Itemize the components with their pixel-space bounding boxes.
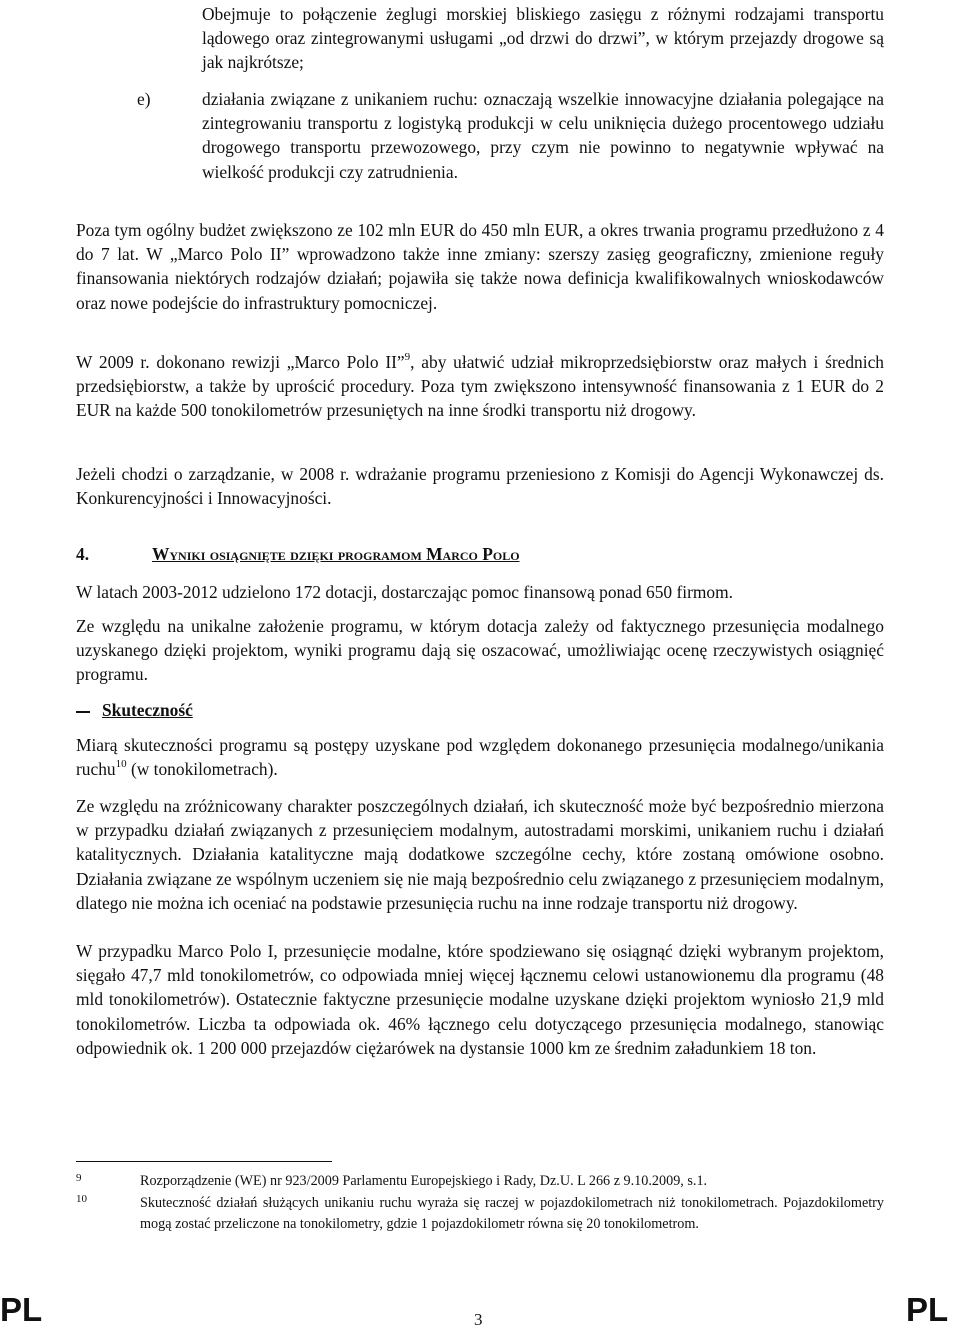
footnote-number-10: 10	[76, 1193, 87, 1205]
list-item-e: działania związane z unikaniem ruchu: oznaczają wszelkie innowacyjne działania polegające na zintegrowaniu transportu z logistyką produkcji w celu uniknięcia dużego procentowego udziału drogowego transportu przewozowego, przy czym nie powinno to negatywnie wpływać na wielkość produkcji czy zatrudnienia.	[202, 89, 884, 182]
section-title: Wyniki osiągnięte dzięki programom Marco Polo	[152, 544, 520, 564]
footnote-9: Rozporządzenie (WE) nr 923/2009 Parlamentu Europejskiego i Rady, Dz.U. L 266 z 9.10.2009, s.1.	[140, 1173, 708, 1189]
paragraph-program-nature: Ze względu na unikalne założenie programu, w którym dotacja zależy od faktycznego przesunięcia modalnego uzyskanego dzięki projektom, wyniki programu dają się oszacować, umożliwiając ocenę rzeczywistych osiągnięć programu.	[76, 616, 884, 685]
footer-language-left: PL	[0, 1291, 43, 1328]
footnote-ref-10[interactable]: 10	[115, 758, 127, 771]
paragraph-marco-polo-1: W przypadku Marco Polo I, przesunięcie modalne, które spodziewano się osiągnąć dzięki wybranym projektom, sięgało 47,7 mld tonokilometrów, co odpowiada mniej więcej łącznemu celowi ustanowionemu dla programu (48 mld tonokilometrów). Ostatecznie faktyczne przesunięcie modalne uzyskane dzięki projektom wyniosło 21,9 mld tonokilometrów. Liczba ta odpowiada ok. 46% łącznego celu dotyczącego przesunięcia modalnego, stanowiąc odpowiednik ok. 1 200 000 przejazdów ciężarówek na dystansie 1000 km ze średnim załadunkiem 18 ton.	[76, 941, 884, 1058]
paragraph-management: Jeżeli chodzi o zarządzanie, w 2008 r. wdrażanie programu przeniesiono z Komisji do Agencji Wykonawczej ds. Konkurencyjności i Innowacyjności.	[76, 464, 884, 509]
footnote-ref-9[interactable]: 9	[404, 351, 411, 364]
paragraph-measure: Miarą skuteczności programu są postępy uzyskane pod względem dokonanego przesunięcia modalnego/unikania ruchu$^{10}$ (w tonokilometrach).	[76, 735, 884, 780]
list-item-continuation: Obejmuje to połączenie żeglugi morskiej bliskiego zasięgu z różnymi rodzajami transportu lądowego oraz zintegrowanymi usługami „od drzwi do drzwi”, w którym przejazdy drogowe są jak najkrótsze;	[202, 4, 884, 73]
list-label-e: e)	[137, 89, 151, 109]
paragraph-revision: W 2009 r. dokonano rewizji „Marco Polo II”$^9$, aby ułatwić udział mikroprzedsiębiorstw oraz małych i średnich przedsiębiorstw, a także by uprościć procedury. Poza tym zwiększono intensywność finansowania z 1 EUR do 2 EUR na każde 500 tonokilometrów przesuniętych na inne środki transportu niż drogowy.	[76, 351, 884, 421]
footer-language-right: PL	[906, 1291, 949, 1328]
subheading-label: Skuteczność	[102, 700, 193, 720]
paragraph-grants: W latach 2003-2012 udzielono 172 dotacji, dostarczając pomoc finansową ponad 650 firmom.	[76, 582, 733, 602]
paragraph-budget: Poza tym ogólny budżet zwiększono ze 102 mln EUR do 450 mln EUR, a okres trwania programu przedłużono z 4 do 7 lat. W „Marco Polo II” wprowadzono także inne zmiany: szerszy zasięg geograficzny, zmienione reguły finansowania niektórych rodzajów działań; pojawiła się także nowa definicja kwalifikowalnych wnioskodawców oraz nowe podejście do infrastruktury pomocniczej.	[76, 220, 884, 313]
footnote-number-9: 9	[76, 1172, 82, 1184]
paragraph-diverse-actions: Ze względu na zróżnicowany charakter poszczególnych działań, ich skuteczność może być bezpośrednio mierzona w przypadku działań związanych z przesunięciem modalnym, autostradami morskimi, unikaniem ruchu i działań katalitycznych. Działania katalityczne mają dodatkowe szczególne cechy, które zostaną omówione osobno. Działania związane ze wspólnym uczeniem się nie mają bezpośrednio celu związanego z przesunięciem modalnym, dlatego nie można ich oceniać na podstawie przesunięcia ruchu na inne rodzaje transportu niż drogowy.	[76, 796, 884, 913]
dash-bullet-icon	[76, 711, 90, 713]
subheading-effectiveness	[76, 698, 193, 722]
section-number: 4.	[76, 544, 90, 564]
footnote-10: Skuteczność działań służących unikaniu ruchu wyraża się raczej w pojazdokilometrach niż tonokilometrach. Pojazdokilometry mogą zostać przeliczone na tonokilometry, gdzie 1 pojazdokilometr równa się 20 tonokilometrom.	[140, 1195, 884, 1232]
footnote-separator	[76, 1161, 332, 1162]
page-number: 3	[474, 1310, 483, 1329]
